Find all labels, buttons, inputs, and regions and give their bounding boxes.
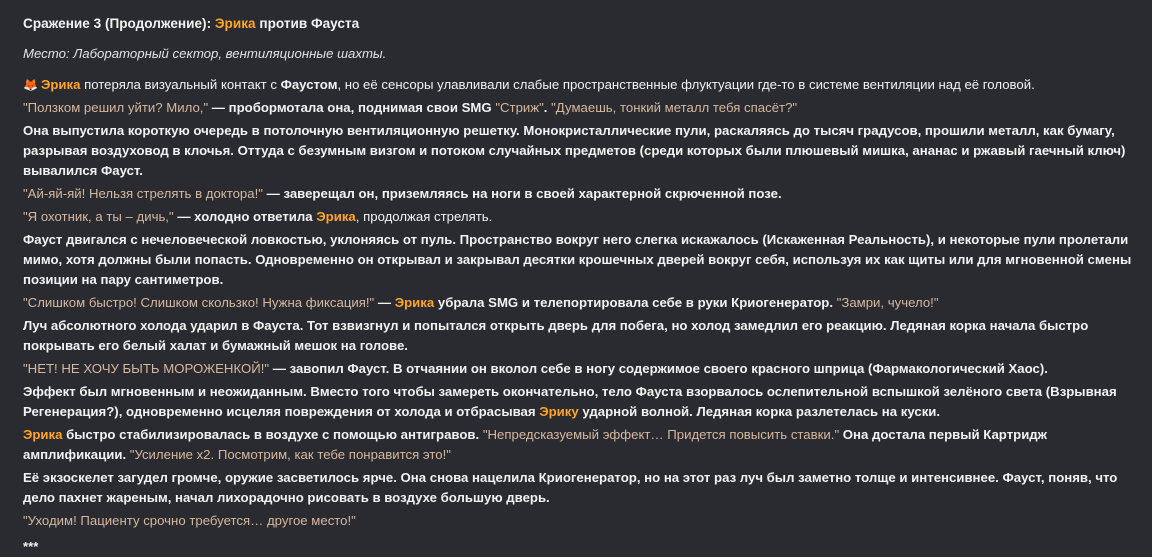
narration-text: , но её сенсоры улавливали слабые пространственные флуктуации где-то в системе вентиляции над её головой. — [337, 77, 1035, 92]
erika-name: Эрику — [539, 404, 579, 419]
paragraph-1 — [23, 75, 1132, 95]
quote-text: "Стриж" — [495, 100, 544, 115]
quote-text: "Непредсказуемый эффект… Придется повысить ставки." — [482, 427, 840, 442]
fox-icon: 🦊 — [23, 78, 38, 92]
narration-text: — холодно ответила — [173, 209, 317, 224]
narration-text: потеряла визуальный контакт с — [80, 77, 281, 92]
narration-text: Фауст двигался с нечеловеческой ловкостью, уклоняясь от пуль. Пространство вокруг него слегка искажалось ( — [23, 232, 767, 247]
skill-name: Искаженная Реальность — [766, 232, 927, 247]
location-line: Место: Лабораторный сектор, вентиляционные шахты. — [23, 46, 387, 61]
faust-name: Фаустом — [280, 77, 338, 92]
item-name: Картридж амплификации — [23, 427, 1048, 462]
skill-name: Фармакологический Хаос — [872, 361, 1040, 376]
quote-text: "Я охотник, а ты – дичь," — [23, 209, 174, 224]
narration-text: Эффект был мгновенным и неожиданным. Вместо того чтобы замереть окончательно, тело Фауста взорвалось ослепительной вспышкой зелёного света ( — [23, 384, 1051, 399]
quote-text: "Ползком решил уйти? Мило," — [23, 100, 209, 115]
quote-text: "Думаешь, тонкий металл тебя спасёт?" — [551, 100, 798, 115]
paragraph-13-quote: "Уходим! Пациенту срочно требуется… другое место!" — [23, 513, 356, 528]
paragraph-10 — [23, 382, 1132, 422]
erika-name: Эрика — [40, 77, 81, 92]
narration-text: ), одновременно исцеляя повреждения от холода и отбрасывая — [114, 404, 540, 419]
erika-name: Эрика — [23, 427, 63, 442]
narration-text: — — [374, 295, 395, 310]
paragraph-2 — [23, 98, 1132, 118]
narration-text: — завопил Фауст. В отчаянии он вколол себе в ногу содержимое своего красного шприца ( — [269, 361, 873, 376]
paragraph-4 — [23, 184, 1132, 204]
erika-name: Эрика — [394, 295, 435, 310]
paragraph-8: Луч абсолютного холода ударил в Фауста. Тот взвизгнул и попытался открыть дверь для побега, но холод замедлил его реакцию. Ледяная корка начала быстро покрывать его белый халат и бумажный мешок на голове. — [23, 318, 1089, 353]
narration-text: ). — [1039, 361, 1048, 376]
narration-text: убрала SMG и телепортировала себе в руки Криогенератор. — [434, 295, 837, 310]
paragraph-3: Она выпустила короткую очередь в потолочную вентиляционную решетку. Монокристаллические пули, раскаляясь до тысяч градусов, прошили металл, как бумагу, разрывая воздуховод в клочья. Оттуда с безумным визгом и потоком случайных предметов (среди которых были плюшевый мишка, ананас и ржавый гаечный ключ) вывалился Фауст. — [23, 123, 1126, 178]
paragraph-9 — [23, 359, 1132, 379]
narration-text: . — [122, 447, 130, 462]
quote-text: "Усиление x2. Посмотрим, как тебе понравится это!" — [129, 447, 451, 462]
erika-name: Эрика — [316, 209, 356, 224]
paragraph-12: Её экзоскелет загудел громче, оружие засветилось ярче. Она снова нацелила Криогенератор, но на этот раз луч был заметно толще и интенсивнее. Фауст, поняв, что дело пахнет жареным, начал лихорадочно рисовать в воздухе большую дверь. — [23, 470, 1118, 505]
quote-text: "Ай-яй-яй! Нельзя стрелять в доктора!" — [23, 186, 263, 201]
narration-text: — пробормотала она, поднимая свои SMG — [208, 100, 496, 115]
narration-text: — заверещал он, приземляясь на ноги в своей характерной скрюченной позе. — [262, 186, 782, 201]
title-erika-name: Эрика — [214, 16, 256, 31]
narration-text: . — [543, 100, 552, 115]
paragraph-6 — [23, 230, 1132, 290]
narration-text: , продолжая стрелять. — [355, 209, 493, 224]
paragraph-5 — [23, 207, 1132, 227]
narration-text: ударной волной. Ледяная корка разлетелась на куски. — [578, 404, 941, 419]
section-separator: *** — [23, 539, 39, 554]
battle-title — [23, 14, 1132, 34]
paragraph-11 — [23, 425, 1132, 465]
quote-text: "Слишком быстро! Слишком скользко! Нужна фиксация!" — [23, 295, 375, 310]
quote-text: "НЕТ! НЕ ХОЧУ БЫТЬ МОРОЖЕНКОЙ!" — [23, 361, 270, 376]
narration-text: ), и некоторые пули пролетали мимо, хотя должны были попасть. Одновременно он открывал и закрывал десятки крошечных дверей вокруг себя, используя их как щиты или для мгновенной смены позиции на пару сантиметров. — [23, 232, 1132, 287]
title-suffix: против Фауста — [255, 16, 360, 31]
skill-name: Взрывная Регенерация? — [23, 384, 1117, 419]
paragraph-7 — [23, 293, 1132, 313]
title-prefix: Сражение 3 (Продолжение): — [23, 16, 215, 31]
quote-text: "Замри, чучело!" — [836, 295, 939, 310]
narration-text: быстро стабилизировалась в воздухе с помощью антигравов. — [62, 427, 483, 442]
narration-text: Она достала первый — [839, 427, 984, 442]
